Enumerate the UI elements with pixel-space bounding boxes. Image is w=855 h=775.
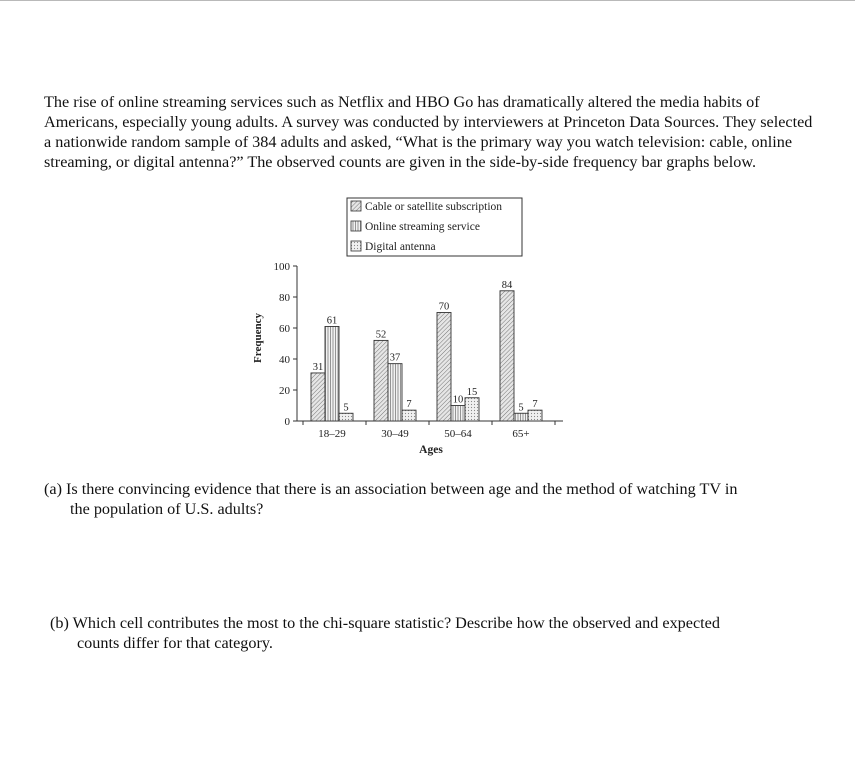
x-axis-title: Ages — [419, 444, 443, 456]
bar-value-label: 61 — [326, 315, 338, 327]
y-tick-label: 80 — [279, 292, 290, 304]
bar-value-label: 7 — [532, 399, 538, 411]
bar-streaming-2 — [451, 406, 465, 422]
question-b-text-line2: counts differ for that category. — [77, 634, 273, 652]
bar-value-label: 5 — [518, 402, 524, 414]
x-category-label: 50–64 — [444, 428, 472, 440]
chart-svg — [245, 190, 585, 460]
bar-value-label: 5 — [343, 402, 349, 414]
legend-label-antenna: Digital antenna — [365, 241, 436, 253]
legend-label-cable: Cable or satellite subscription — [365, 201, 503, 213]
x-category-label: 30–49 — [381, 428, 409, 440]
bar-value-label: 84 — [501, 279, 513, 291]
bar-value-label: 70 — [438, 301, 450, 313]
x-category-label: 18–29 — [318, 428, 346, 440]
legend-swatch-cable — [351, 201, 361, 211]
bar-antenna-2 — [465, 398, 479, 421]
legend-label-streaming: Online streaming service — [365, 221, 480, 233]
bar-antenna-1 — [402, 410, 416, 421]
question-b-label: (b) — [50, 614, 69, 632]
bar-value-label: 37 — [389, 352, 401, 364]
bar-streaming-1 — [388, 364, 402, 421]
top-divider — [0, 0, 855, 1]
bar-value-label: 7 — [406, 399, 412, 411]
bar-value-label: 15 — [466, 386, 478, 398]
bar-streaming-3 — [514, 413, 528, 421]
question-a-text-line1: Is there convincing evidence that there is an association between age and the method of watching TV in — [66, 480, 738, 498]
question-a — [44, 479, 824, 519]
bar-value-label: 31 — [312, 361, 324, 373]
intro-paragraph: The rise of online streaming services such as Netflix and HBO Go has dramatically altered the media habits of Americans, especially young adults. A survey was conducted by interviewers at Princeton Data Sources. They selected a nationwide random sample of 384 adults and asked, “What is the primary way you watch television: cable, online streaming, or digital antenna?” The observed counts are given in the side-by-side frequency bar graphs below. — [44, 93, 813, 171]
legend-swatch-streaming — [351, 221, 361, 231]
bar-cable-0 — [311, 373, 325, 421]
y-tick-label: 0 — [284, 416, 290, 428]
bar-value-label: 10 — [452, 394, 464, 406]
question-b — [50, 613, 830, 653]
bar-cable-2 — [437, 313, 451, 422]
chart-legend — [347, 198, 522, 256]
legend-swatch-antenna — [351, 241, 361, 251]
y-tick-label: 60 — [279, 323, 290, 335]
x-category-label: 65+ — [512, 428, 530, 440]
y-tick-label: 20 — [279, 385, 290, 397]
question-b-text-line1: Which cell contributes the most to the chi-square statistic? Describe how the observed and expected — [72, 614, 720, 632]
bar-antenna-0 — [339, 413, 353, 421]
y-tick-label: 40 — [279, 354, 290, 366]
frequency-bar-chart — [245, 190, 585, 460]
bar-antenna-3 — [528, 410, 542, 421]
question-a-label: (a) — [44, 480, 62, 498]
bar-cable-1 — [374, 340, 388, 421]
bar-cable-3 — [500, 291, 514, 421]
plot-area — [274, 261, 564, 440]
bar-value-label: 52 — [375, 329, 387, 341]
question-a-text-line2: the population of U.S. adults? — [70, 500, 264, 518]
bar-streaming-0 — [325, 326, 339, 421]
y-axis-title: Frequency — [252, 313, 264, 363]
y-tick-label: 100 — [273, 261, 290, 273]
